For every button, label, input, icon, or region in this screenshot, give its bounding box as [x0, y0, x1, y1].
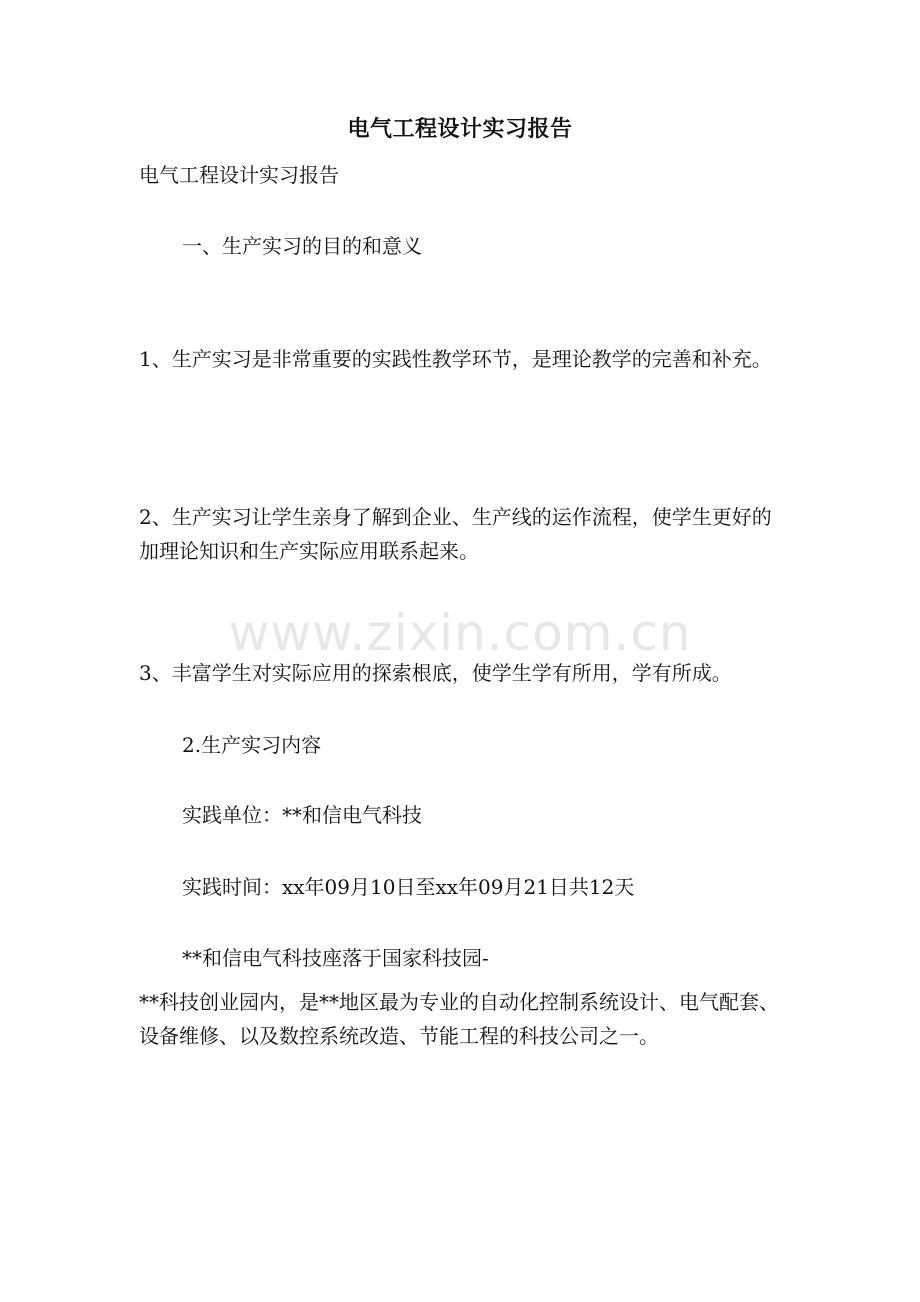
paragraph-point-2: 2、生产实习让学生亲身了解到企业、生产线的运作流程，使学生更好的加理论知识和生产实际应用联系起来。 [139, 505, 772, 563]
practice-unit: 实践单位：**和信电气科技 [182, 803, 422, 827]
watermark: www.zixin.com.cn [228, 604, 692, 662]
paragraph-point-3: 3、丰富学生对实际应用的探索根底，使学生学有所用，学有所成。 [139, 661, 732, 685]
section-heading-purpose: 一、生产实习的目的和意义 [182, 234, 422, 258]
company-intro-paragraph: **科技创业园内，是**地区最为专业的自动化控制系统设计、电气配套、设备维修、以及数控系统改造、节能工程的科技公司之一。 [139, 990, 779, 1048]
section-heading-content: 2.生产实习内容 [182, 733, 322, 757]
document-title: 电气工程设计实习报告 [347, 116, 573, 142]
practice-time: 实践时间：xx年09月10日至xx年09月21日共12天 [182, 875, 635, 899]
company-intro-line: **和信电气科技座落于国家科技园- [182, 946, 489, 970]
document-subtitle: 电气工程设计实习报告 [139, 163, 339, 187]
paragraph-point-1: 1、生产实习是非常重要的实践性教学环节，是理论教学的完善和补充。 [139, 347, 772, 371]
